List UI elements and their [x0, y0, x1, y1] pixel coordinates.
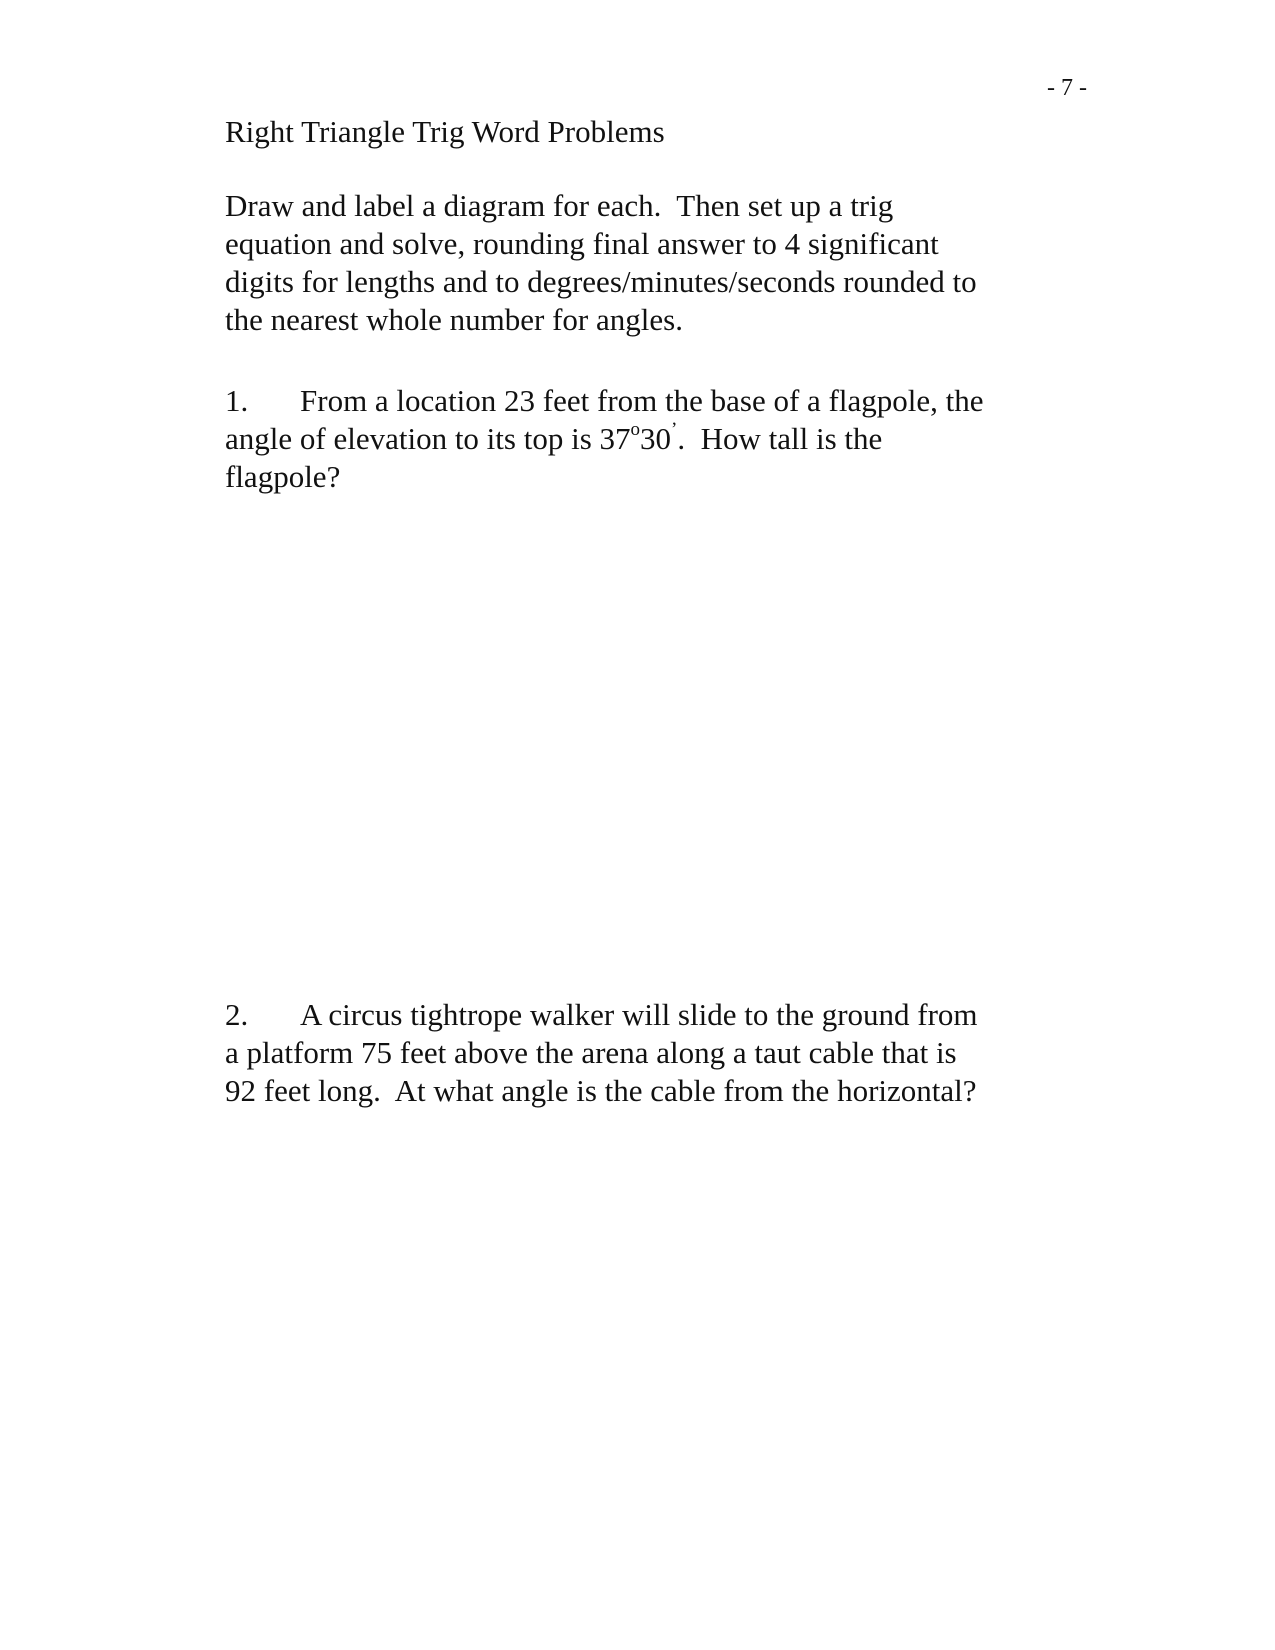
- degree-symbol: o: [630, 418, 641, 440]
- problem-1-text-2-end: . How tall is the: [677, 421, 883, 456]
- instructions-line-1: Draw and label a diagram for each. Then set up a trig: [225, 188, 894, 223]
- problem-2-line-1: [225, 996, 978, 1034]
- problem-1-text-1: From a location 23 feet from the base of a flagpole, the: [300, 383, 984, 418]
- instructions-line-3: digits for lengths and to degrees/minutes/seconds rounded to: [225, 264, 977, 299]
- instructions-line-4: the nearest whole number for angles.: [225, 302, 683, 337]
- problem-2-line-2: a platform 75 feet above the arena along a taut cable that is: [225, 1035, 957, 1070]
- problem-1-line-2: [225, 420, 882, 458]
- minute-symbol: ’: [671, 418, 678, 440]
- problem-2-line-3: 92 feet long. At what angle is the cable from the horizontal?: [225, 1073, 977, 1108]
- problem-2-text-1: A circus tightrope walker will slide to the ground from: [300, 997, 978, 1032]
- page-number: - 7 -: [1047, 75, 1087, 101]
- instructions-line-2: equation and solve, rounding final answer to 4 significant: [225, 226, 939, 261]
- page-title: Right Triangle Trig Word Problems: [225, 114, 665, 149]
- problem-1-line-1: [225, 382, 983, 420]
- problem-1-text-2: angle of elevation to its top is 37: [225, 421, 631, 456]
- angle-minutes: 30: [640, 421, 672, 456]
- problem-1-line-3: flagpole?: [225, 459, 341, 494]
- problem-1-number: 1.: [225, 383, 249, 418]
- problem-2-number: 2.: [225, 997, 249, 1032]
